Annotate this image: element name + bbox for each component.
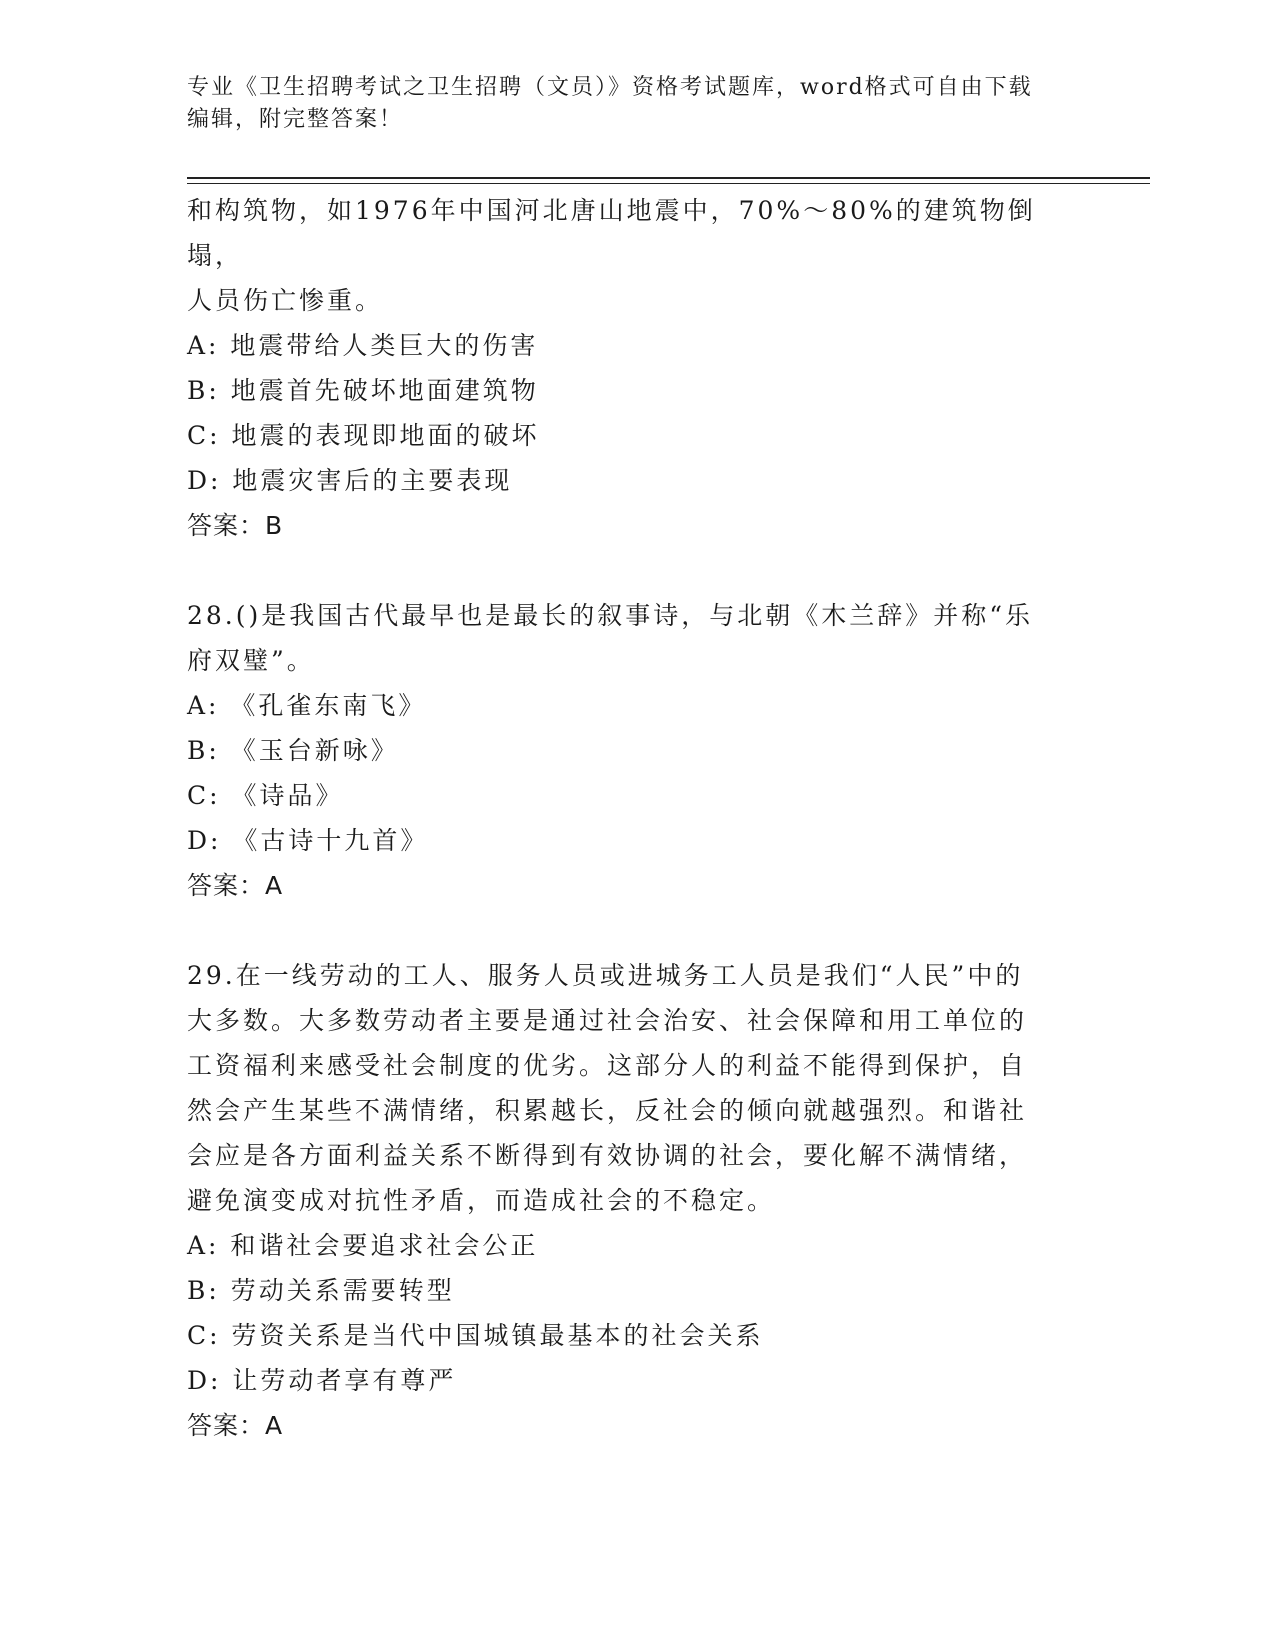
question-29 bbox=[187, 953, 1067, 1448]
question-stem-line: 29.在一线劳动的工人、服务人员或进城务工人员是我们“人民”中的 bbox=[187, 961, 1024, 990]
option-d: D: 《古诗十九首》 bbox=[187, 826, 429, 855]
option-b: B: 《玉台新咏》 bbox=[187, 736, 399, 765]
question-spacer bbox=[187, 908, 1067, 953]
header-line-2: 编辑，附完整答案！ bbox=[187, 107, 404, 132]
header-divider-thin bbox=[187, 183, 1150, 184]
question-stem-line: 和构筑物，如1976年中国河北唐山地震中，70%～80%的建筑物倒塌， bbox=[187, 196, 1036, 270]
option-d: D: 让劳动者享有尊严 bbox=[187, 1366, 457, 1395]
option-b: B: 地震首先破坏地面建筑物 bbox=[187, 376, 539, 405]
option-a: A: 和谐社会要追求社会公正 bbox=[187, 1231, 539, 1260]
answer-line: 答案：A bbox=[187, 871, 284, 900]
header-line-1: 专业《卫生招聘考试之卫生招聘（文员）》资格考试题库，word格式可自由下载 bbox=[187, 75, 1033, 100]
question-stem-line: 人员伤亡惨重。 bbox=[187, 286, 384, 315]
option-c: C: 劳资关系是当代中国城镇最基本的社会关系 bbox=[187, 1321, 764, 1350]
header-divider-thick bbox=[187, 177, 1150, 179]
option-d: D: 地震灾害后的主要表现 bbox=[187, 466, 513, 495]
option-a: A: 地震带给人类巨大的伤害 bbox=[187, 331, 539, 360]
question-27 bbox=[187, 188, 1067, 548]
option-c: C: 地震的表现即地面的破坏 bbox=[187, 421, 540, 450]
question-stem-line: 工资福利来感受社会制度的优劣。这部分人的利益不能得到保护，自 bbox=[187, 1051, 1028, 1080]
question-stem-line: 会应是各方面利益关系不断得到有效协调的社会，要化解不满情绪， bbox=[187, 1141, 1028, 1170]
question-stem-line: 然会产生某些不满情绪，积累越长，反社会的倾向就越强烈。和谐社 bbox=[187, 1096, 1028, 1125]
option-c: C: 《诗品》 bbox=[187, 781, 344, 810]
answer-line: 答案：B bbox=[187, 511, 284, 540]
answer-line: 答案：A bbox=[187, 1411, 284, 1440]
option-b: B: 劳动关系需要转型 bbox=[187, 1276, 455, 1305]
question-stem-line: 28.()是我国古代最早也是最长的叙事诗，与北朝《木兰辞》并称“乐 bbox=[187, 601, 1034, 630]
question-stem-line: 府双璧”。 bbox=[187, 646, 315, 675]
question-stem-line: 大多数。大多数劳动者主要是通过社会治安、社会保障和用工单位的 bbox=[187, 1006, 1028, 1035]
question-28 bbox=[187, 593, 1067, 908]
question-list bbox=[187, 188, 1067, 1448]
question-stem-line: 避免演变成对抗性矛盾，而造成社会的不稳定。 bbox=[187, 1186, 776, 1215]
question-spacer bbox=[187, 548, 1067, 593]
option-a: A: 《孔雀东南飞》 bbox=[187, 691, 427, 720]
page-header bbox=[187, 72, 1067, 136]
